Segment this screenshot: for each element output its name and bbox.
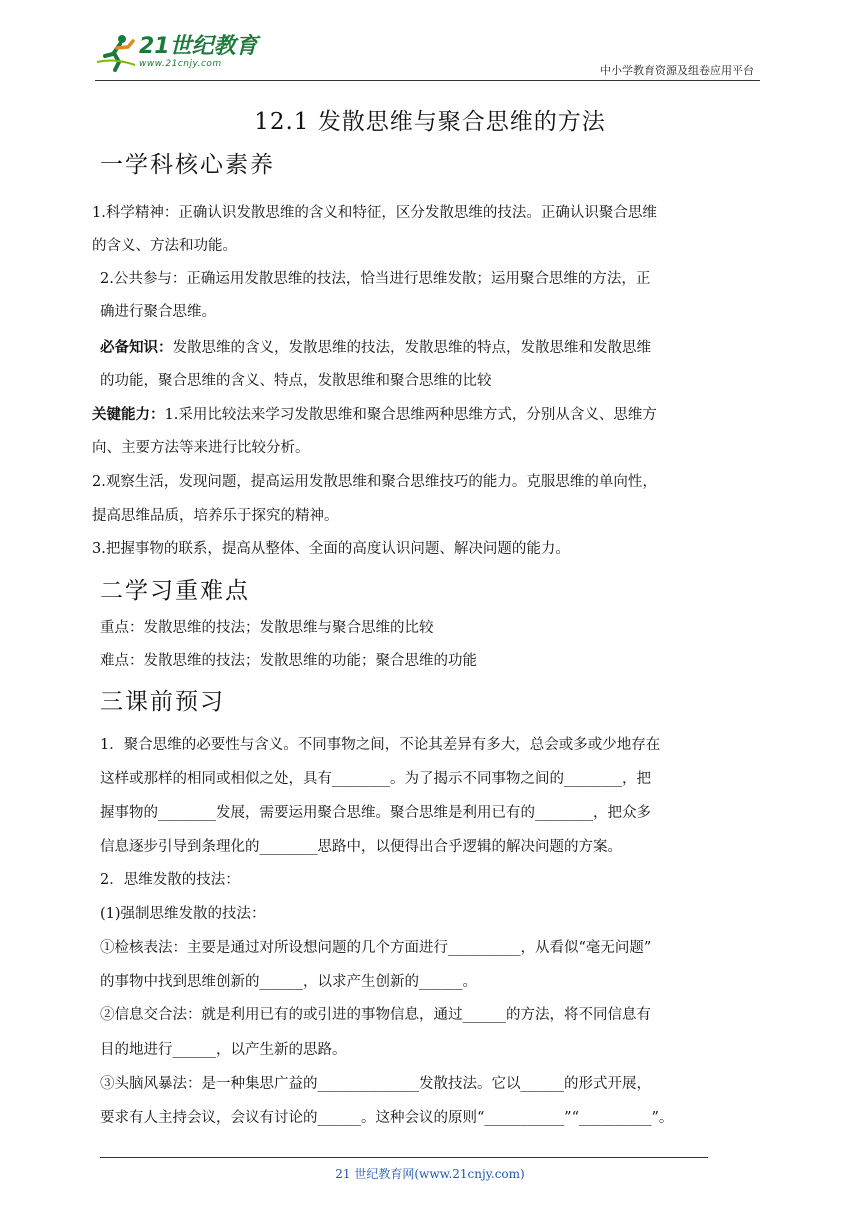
paragraph-line: 确进行聚合思维。	[100, 304, 216, 320]
paragraph-line: 1．聚合思维的必要性与含义。不同事物之间，不论其差异有多大，总会或多或少地存在	[100, 737, 661, 753]
paragraph-line: 的功能，聚合思维的含义、特点，发散思维和聚合思维的比较	[100, 373, 492, 389]
logo-title: 21世纪教育	[139, 34, 258, 59]
paragraph-line: 握事物的________发展，需要运用聚合思维。聚合思维是利用已有的________，把众多	[100, 805, 651, 821]
paragraph-line: ②信息交合法：就是利用已有的或引进的事物信息，通过______的方法，将不同信息有	[100, 1007, 651, 1023]
document-title: 12.1 发散思维与聚合思维的方法	[254, 109, 606, 135]
paragraph-line: 重点：发散思维的技法；发散思维与聚合思维的比较	[100, 620, 434, 636]
paragraph-line: 信息逐步引导到条理化的________思路中，以便得出合乎逻辑的解决问题的方案。	[100, 839, 622, 855]
paragraph-line: 2.观察生活，发现问题，提高运用发散思维和聚合思维技巧的能力。克服思维的单向性，	[92, 474, 657, 490]
paragraph-line: 要求有人主持会议，会议有讨论的______。这种会议的原则“___________”“__________”。	[100, 1110, 674, 1126]
paragraph-line: 提高思维品质，培养乐于探究的精神。	[92, 508, 339, 524]
platform-name: 中小学教育资源及组卷应用平台	[600, 64, 754, 77]
paragraph-line: 向、主要方法等来进行比较分析。	[92, 440, 310, 456]
section-heading-key-points: 二学习重难点	[100, 578, 250, 604]
site-logo	[95, 32, 258, 72]
logo-url: www.21cnjy.com	[139, 59, 222, 69]
paragraph-line: ①检核表法：主要是通过对所设想问题的几个方面进行__________，从看似“毫无问题”	[100, 940, 652, 956]
runner-logo-icon	[95, 32, 137, 72]
paragraph-line: 的事物中找到思维创新的______，以求产生创新的______。	[100, 974, 477, 990]
paragraph-line: (1)强制思维发散的技法：	[100, 906, 266, 922]
paragraph-line	[100, 338, 651, 358]
footer-divider	[100, 1157, 708, 1158]
paragraph-line: 目的地进行______，以产生新的思路。	[100, 1042, 347, 1058]
paragraph-line: 这样或那样的相同或相似之处，具有________。为了揭示不同事物之间的________，把	[100, 771, 651, 787]
required-knowledge-text: 发散思维的含义，发散思维的技法，发散思维的特点，发散思维和发散思维	[172, 340, 651, 356]
paragraph-line: 3.把握事物的联系，提高从整体、全面的高度认识问题、解决问题的能力。	[92, 541, 570, 557]
required-knowledge-label: 必备知识：	[100, 339, 173, 356]
page-header	[95, 30, 760, 81]
key-ability-text: 1.采用比较法来学习发散思维和聚合思维两种思维方式，分别从含义、思维方	[164, 407, 657, 423]
paragraph-line: 2．思维发散的技法：	[100, 872, 240, 888]
paragraph-line: 1.科学精神：正确认识发散思维的含义和特征，区分发散思维的技法。正确认识聚合思维	[92, 205, 657, 221]
paragraph-line	[92, 405, 657, 425]
key-ability-label: 关键能力：	[92, 406, 165, 423]
section-heading-core-literacy: 一学科核心素养	[100, 152, 275, 178]
page-footer: 21 世纪教育网(www.21cnjy.com)	[335, 1167, 525, 1181]
paragraph-line: 难点：发散思维的技法；发散思维的功能；聚合思维的功能	[100, 653, 477, 669]
paragraph-line: ③头脑风暴法：是一种集思广益的______________发散技法。它以______的形式开展，	[100, 1076, 651, 1092]
paragraph-line: 2.公共参与：正确运用发散思维的技法，恰当进行思维发散；运用聚合思维的方法，正	[100, 271, 651, 287]
paragraph-line: 的含义、方法和功能。	[92, 238, 237, 254]
section-heading-preview: 三课前预习	[100, 689, 225, 715]
